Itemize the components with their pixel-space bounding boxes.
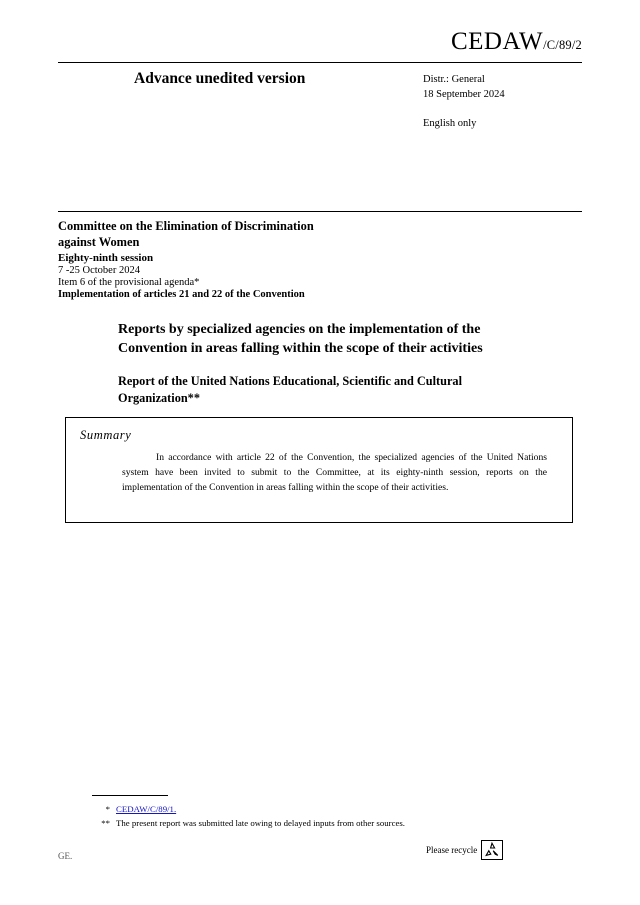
masthead bbox=[58, 28, 582, 64]
agenda-item: Item 6 of the provisional agenda* bbox=[58, 277, 200, 288]
footnote-marker: * bbox=[105, 804, 110, 814]
distribution-block bbox=[423, 72, 505, 131]
footnote-item bbox=[92, 816, 522, 830]
committee-name-line1: Committee on the Elimination of Discrimination bbox=[58, 219, 314, 233]
document-symbol-main: CEDAW bbox=[450, 28, 544, 55]
footnotes-block bbox=[92, 802, 522, 830]
committee-block bbox=[58, 219, 478, 300]
document-symbol-sub: /C/89/2 bbox=[543, 38, 582, 52]
summary-label: Summary bbox=[80, 428, 132, 442]
report-main-title: Reports by specialized agencies on the implementation of the Convention in areas falling within the scope of their activities bbox=[118, 322, 483, 356]
distribution-language: English only bbox=[423, 118, 477, 129]
committee-session: Eighty-ninth session bbox=[58, 252, 154, 264]
document-symbol bbox=[451, 28, 582, 56]
report-sub-title: Report of the United Nations Educational, Scientific and Cultural Organization** bbox=[118, 374, 462, 405]
recycle-icon bbox=[481, 840, 503, 860]
footnote-item bbox=[92, 802, 522, 816]
committee-dates: 7 -25 October 2024 bbox=[58, 265, 140, 276]
committee-name-line2: against Women bbox=[58, 234, 140, 249]
distribution-type: Distr.: General bbox=[423, 74, 485, 85]
advance-unedited-label: Advance unedited version bbox=[134, 70, 306, 87]
recycle-label: Please recycle bbox=[426, 845, 478, 855]
masthead-divider bbox=[58, 62, 582, 63]
please-recycle-block bbox=[426, 840, 503, 860]
summary-text: In accordance with article 22 of the Convention, the specialized agencies of the United Nations system have been invited to submit to the Committee, at its eighty-ninth session, reports on the implementation of the Convention in areas falling within the scope of their activities. bbox=[122, 452, 547, 493]
footnote-marker: ** bbox=[101, 818, 110, 828]
header-divider bbox=[58, 211, 582, 212]
footnote-link-cedaw-c-89-1[interactable]: CEDAW/C/89/1. bbox=[116, 804, 177, 814]
implementation-line: Implementation of articles 21 and 22 of the Convention bbox=[58, 289, 305, 300]
ge-job-number: GE. bbox=[58, 851, 73, 861]
footnote-text: The present report was submitted late owing to delayed inputs from other sources. bbox=[116, 818, 405, 828]
footnote-divider bbox=[92, 795, 168, 796]
distribution-date: 18 September 2024 bbox=[423, 89, 505, 100]
summary-box bbox=[65, 417, 573, 523]
